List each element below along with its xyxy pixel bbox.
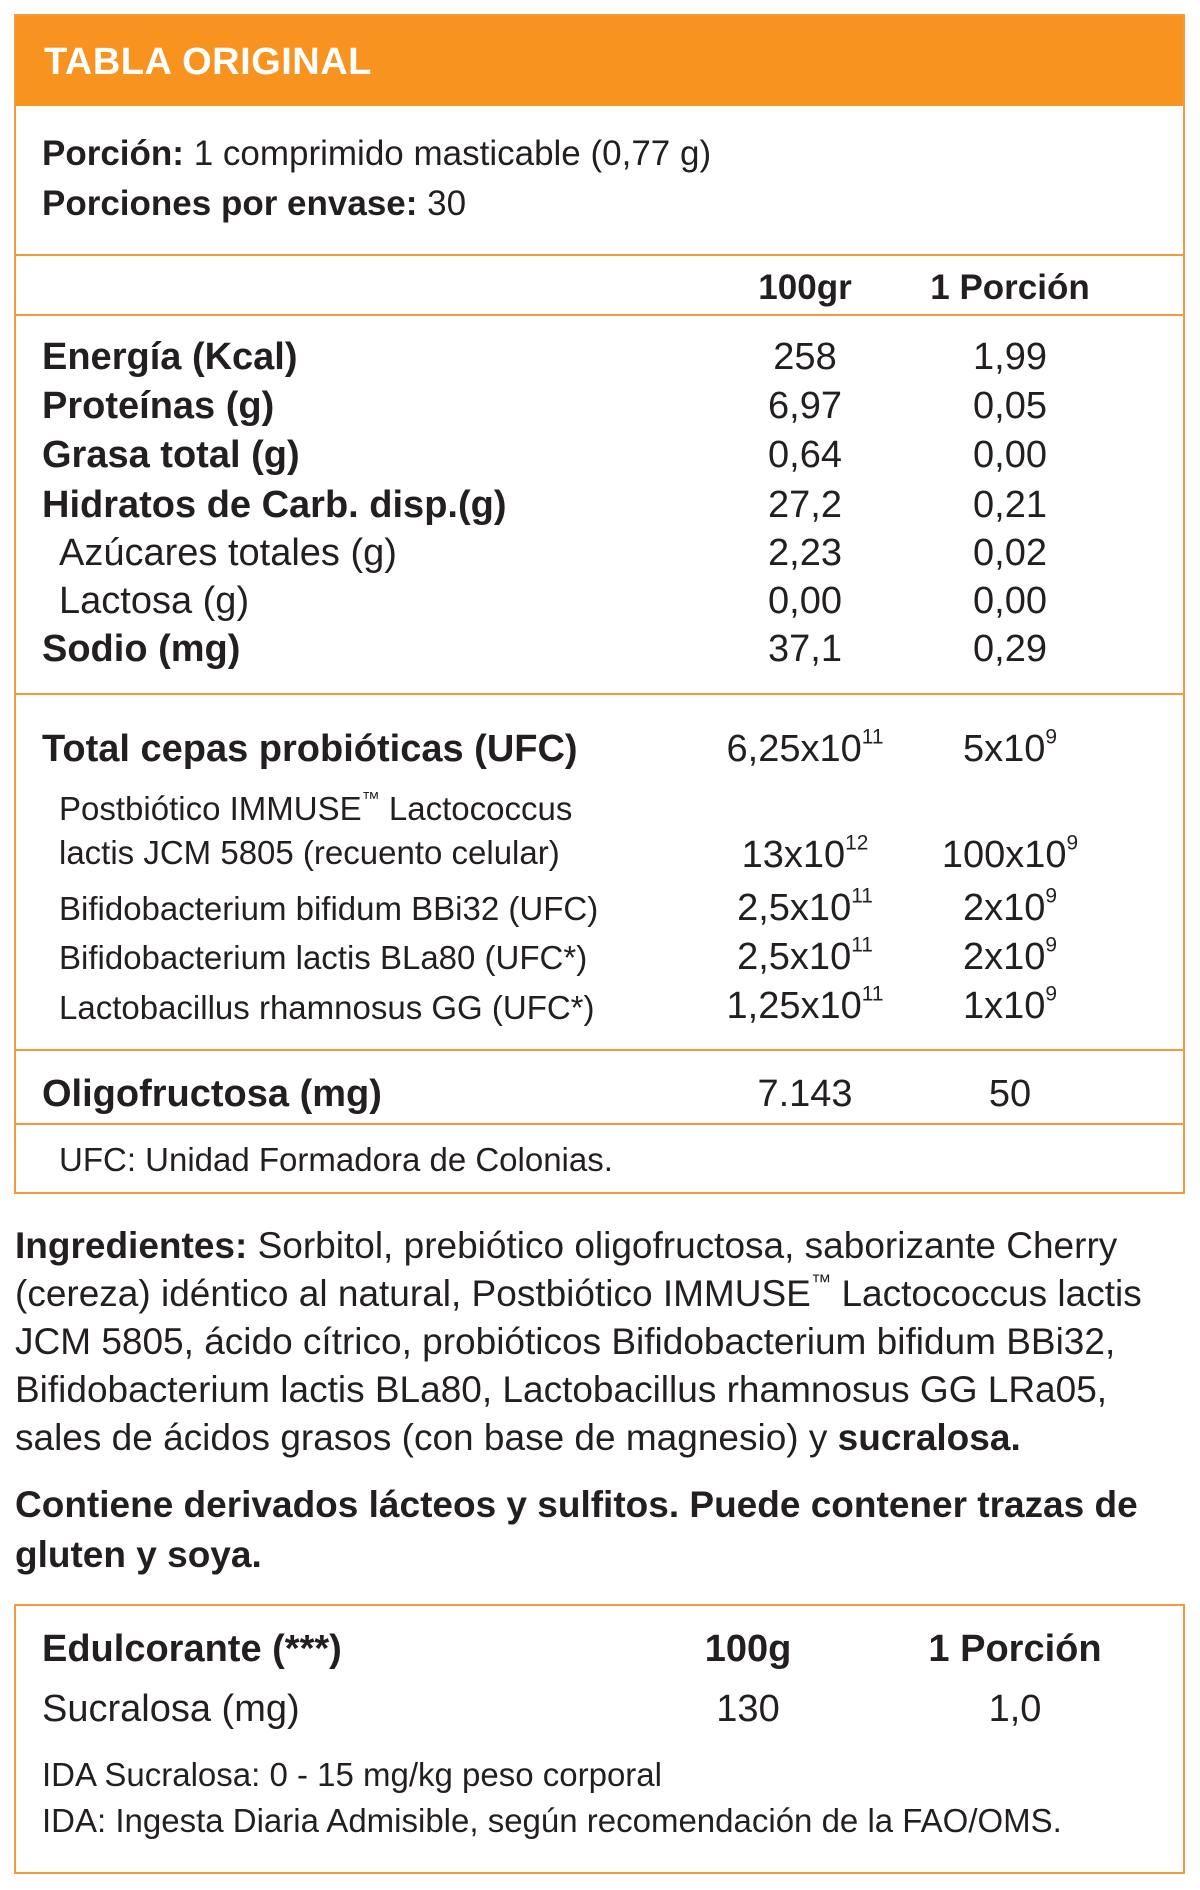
probiotic-total-100: [685, 725, 925, 771]
table-title: TABLA ORIGINAL: [44, 41, 372, 83]
ingredients-label: Ingredientes:: [15, 1225, 248, 1266]
value-base: 1,25x10: [726, 985, 862, 1027]
nutrient-name: Hidratos de Carb. disp.(g): [42, 484, 507, 526]
value-base: 2,5x10: [737, 887, 852, 929]
nutrient-name: Azúcares totales (g): [59, 532, 397, 574]
nutrient-value-portion: 0,05: [973, 385, 1047, 427]
ida-note: IDA Sucralosa: 0 - 15 mg/kg peso corporal: [42, 1756, 662, 1793]
nutrient-value-100: 27,2: [768, 484, 842, 526]
serving-portion-value: 1 comprimido masticable (0,77 g): [193, 134, 712, 173]
nutrient-value-100: 6,97: [768, 385, 842, 427]
ingredients-sweetener: sucralosa.: [837, 1417, 1021, 1458]
strain-name: Lactobacillus rhamnosus GG (UFC*): [59, 989, 595, 1026]
allergen-warning: Contiene derivados lácteos y sulfitos. Puede contener trazas de gluten y soya.: [15, 1484, 1138, 1575]
nutrient-value-portion: 0,02: [973, 532, 1047, 574]
sweetener-row-name: Sucralosa (mg): [42, 1688, 300, 1730]
postbiotic-name-part: Lactococcus: [379, 790, 573, 827]
serving-portion-label: Porción:: [42, 134, 184, 173]
value-exponent: 9: [1045, 884, 1058, 908]
value-exponent: 11: [851, 933, 873, 957]
serving-portion: [42, 134, 711, 174]
divider: [16, 254, 1183, 256]
nutrient-value-100: 37,1: [768, 628, 842, 670]
nutrient-name: Proteínas (g): [42, 385, 275, 427]
value-exponent: 9: [1066, 831, 1079, 855]
nutrient-value-100: 0,64: [768, 434, 842, 476]
value-base: 5x10: [962, 728, 1046, 770]
nutrient-name: Energía (Kcal): [42, 336, 298, 378]
strain-value-portion: [890, 982, 1130, 1028]
nutrient-value-100: 258: [773, 336, 837, 378]
strain-value-portion: [890, 884, 1130, 930]
nutrient-name: Lactosa (g): [59, 580, 250, 622]
value-exponent: 12: [845, 831, 869, 855]
value-base: 6,25x10: [726, 728, 862, 770]
trademark-symbol: ™: [361, 788, 380, 809]
strain-value-portion: [890, 933, 1130, 979]
value-base: 2x10: [962, 887, 1046, 929]
strain-value-100: [685, 982, 925, 1028]
divider: [16, 693, 1183, 695]
probiotic-total-name: Total cepas probióticas (UFC): [42, 728, 578, 770]
nutrient-value-portion: 0,00: [973, 434, 1047, 476]
value-exponent: 9: [1045, 725, 1058, 749]
value-base: 2x10: [962, 936, 1046, 978]
divider: [16, 1049, 1183, 1051]
value-exponent: 9: [1045, 933, 1058, 957]
value-base: 100x10: [941, 834, 1067, 876]
ingredients-paragraph: [15, 1222, 1187, 1462]
nutrient-value-100: 0,00: [768, 580, 842, 622]
ingredients-text: Lactococcus lactis JCM 5805, ácido cítrico, probióticos Bifidobacterium bifidum BBi32, Bifidobacterium lactis BLa80, Lactobacillus rhamnosus GG LRa05, sales de ácidos grasos (con base de magnesio) y: [15, 1273, 1142, 1458]
nutrient-name: Sodio (mg): [42, 628, 241, 670]
sweetener-row-value-100: 130: [716, 1688, 780, 1730]
postbiotic-name-line1: [59, 790, 572, 828]
ida-definition-note: IDA: Ingesta Diaria Admisible, según recomendación de la FAO/OMS.: [42, 1802, 1062, 1839]
probiotic-total-portion: [890, 725, 1130, 771]
oligofructose-value-100: 7.143: [757, 1073, 853, 1115]
column-header-portion: 1 Porción: [930, 268, 1090, 307]
value-base: 13x10: [741, 834, 846, 876]
nutrient-name: Grasa total (g): [42, 434, 300, 476]
strain-name: Bifidobacterium bifidum BBi32 (UFC): [59, 890, 599, 927]
strain-value-100: [685, 884, 925, 930]
postbiotic-name-part: Postbiótico IMMUSE: [59, 790, 362, 827]
servings-per-pack-label: Porciones por envase:: [42, 184, 418, 223]
oligofructose-value-portion: 50: [988, 1073, 1032, 1115]
sweetener-title: Edulcorante (***): [42, 1628, 342, 1670]
postbiotic-value-portion: [890, 831, 1130, 877]
strain-value-100: [685, 933, 925, 979]
footnote-ufc: UFC: Unidad Formadora de Colonias.: [59, 1141, 613, 1178]
sweetener-row-value-portion: 1,0: [988, 1688, 1042, 1730]
ingredients-text: Sorbitol, prebiótico oligofructosa, saborizante Cherry (cereza) idéntico al natural, Postbiótico IMMUSE: [15, 1225, 1118, 1314]
column-header-100gr: 100gr: [758, 268, 852, 307]
servings-per-pack: [42, 184, 466, 224]
nutrient-value-portion: 0,21: [973, 484, 1047, 526]
postbiotic-value-100: [685, 831, 925, 877]
nutrient-value-portion: 0,29: [973, 628, 1047, 670]
nutrient-value-100: 2,23: [768, 532, 842, 574]
divider: [16, 314, 1183, 316]
oligofructose-name: Oligofructosa (mg): [42, 1073, 382, 1115]
table-header: [16, 16, 1183, 106]
nutrition-table: [14, 14, 1185, 1194]
value-exponent: 11: [861, 725, 884, 749]
sweetener-column-portion: 1 Porción: [928, 1628, 1102, 1670]
value-exponent: 9: [1045, 982, 1058, 1006]
value-base: 2,5x10: [737, 936, 852, 978]
sweetener-table: [14, 1604, 1185, 1874]
trademark-symbol: ™: [810, 1271, 832, 1294]
strain-name: Bifidobacterium lactis BLa80 (UFC*): [59, 939, 588, 976]
value-exponent: 11: [851, 884, 873, 908]
divider: [16, 1123, 1183, 1125]
servings-per-pack-value: 30: [427, 184, 467, 223]
nutrient-value-portion: 1,99: [973, 336, 1047, 378]
value-exponent: 11: [861, 982, 884, 1006]
value-base: 1x10: [962, 985, 1046, 1027]
postbiotic-name-line2: lactis JCM 5805 (recuento celular): [59, 834, 560, 871]
sweetener-column-100g: 100g: [704, 1628, 792, 1670]
nutrient-value-portion: 0,00: [973, 580, 1047, 622]
